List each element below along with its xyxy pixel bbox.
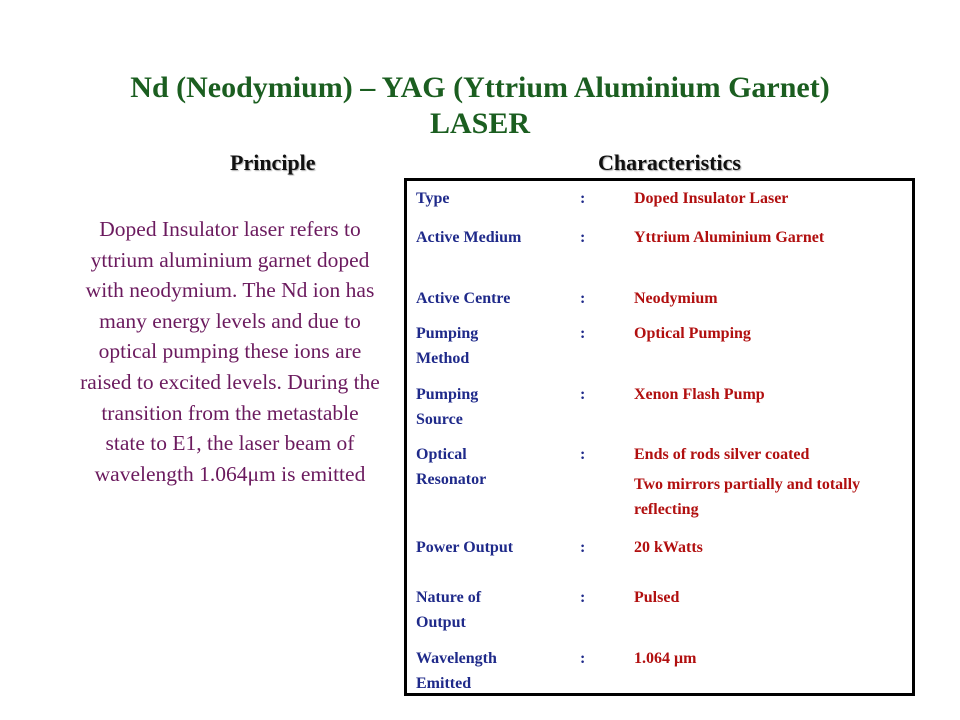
row-value: Ends of rods silver coated <box>634 446 810 463</box>
row-value: Xenon Flash Pump <box>634 386 765 403</box>
row-colon: : <box>580 229 586 246</box>
row-value: Neodymium <box>634 290 718 307</box>
row-label: Type <box>416 190 450 207</box>
row-label: Optical Resonator <box>416 446 487 488</box>
row-label: Wavelength Emitted <box>416 650 497 692</box>
row-colon: : <box>580 539 586 556</box>
row-value: 20 kWatts <box>634 539 703 556</box>
row-colon: : <box>580 589 586 606</box>
row-colon: : <box>580 290 586 307</box>
slide-title-line1: Nd (Neodymium) – YAG (Yttrium Aluminium Garnet) <box>130 71 830 104</box>
row-value: Pulsed <box>634 589 680 606</box>
row-label: Active Medium <box>416 229 522 246</box>
row-label: Pumping Method <box>416 325 479 367</box>
row-colon: : <box>580 386 586 403</box>
row-value-secondary: Two mirrors partially and totally reflecting <box>634 476 861 518</box>
row-value: Doped Insulator Laser <box>634 190 789 207</box>
row-value: Optical Pumping <box>634 325 751 342</box>
slide-title <box>0 70 960 142</box>
principle-text: Doped Insulator laser refers to yttrium aluminium garnet doped with neodymium. The Nd ion has many energy levels and due to optical pumping these ions are raised to excited levels. During the transition from the metastable state to E1, the laser beam of wavelength 1.064μm is emitted <box>80 217 380 486</box>
row-label: Nature of Output <box>416 589 482 631</box>
row-value: 1.064 μm <box>634 650 697 667</box>
row-label: Power Output <box>416 539 514 556</box>
row-label: Active Centre <box>416 290 511 307</box>
row-colon: : <box>580 325 586 342</box>
characteristics-heading: Characteristics <box>598 150 741 175</box>
principle-heading: Principle <box>230 150 316 175</box>
row-colon: : <box>580 650 586 667</box>
row-colon: : <box>580 446 586 463</box>
characteristics-table <box>404 178 915 696</box>
row-colon: : <box>580 190 586 207</box>
row-label: Pumping Source <box>416 386 479 428</box>
row-value: Yttrium Aluminium Garnet <box>634 229 825 246</box>
slide-title-line2: LASER <box>429 107 531 140</box>
